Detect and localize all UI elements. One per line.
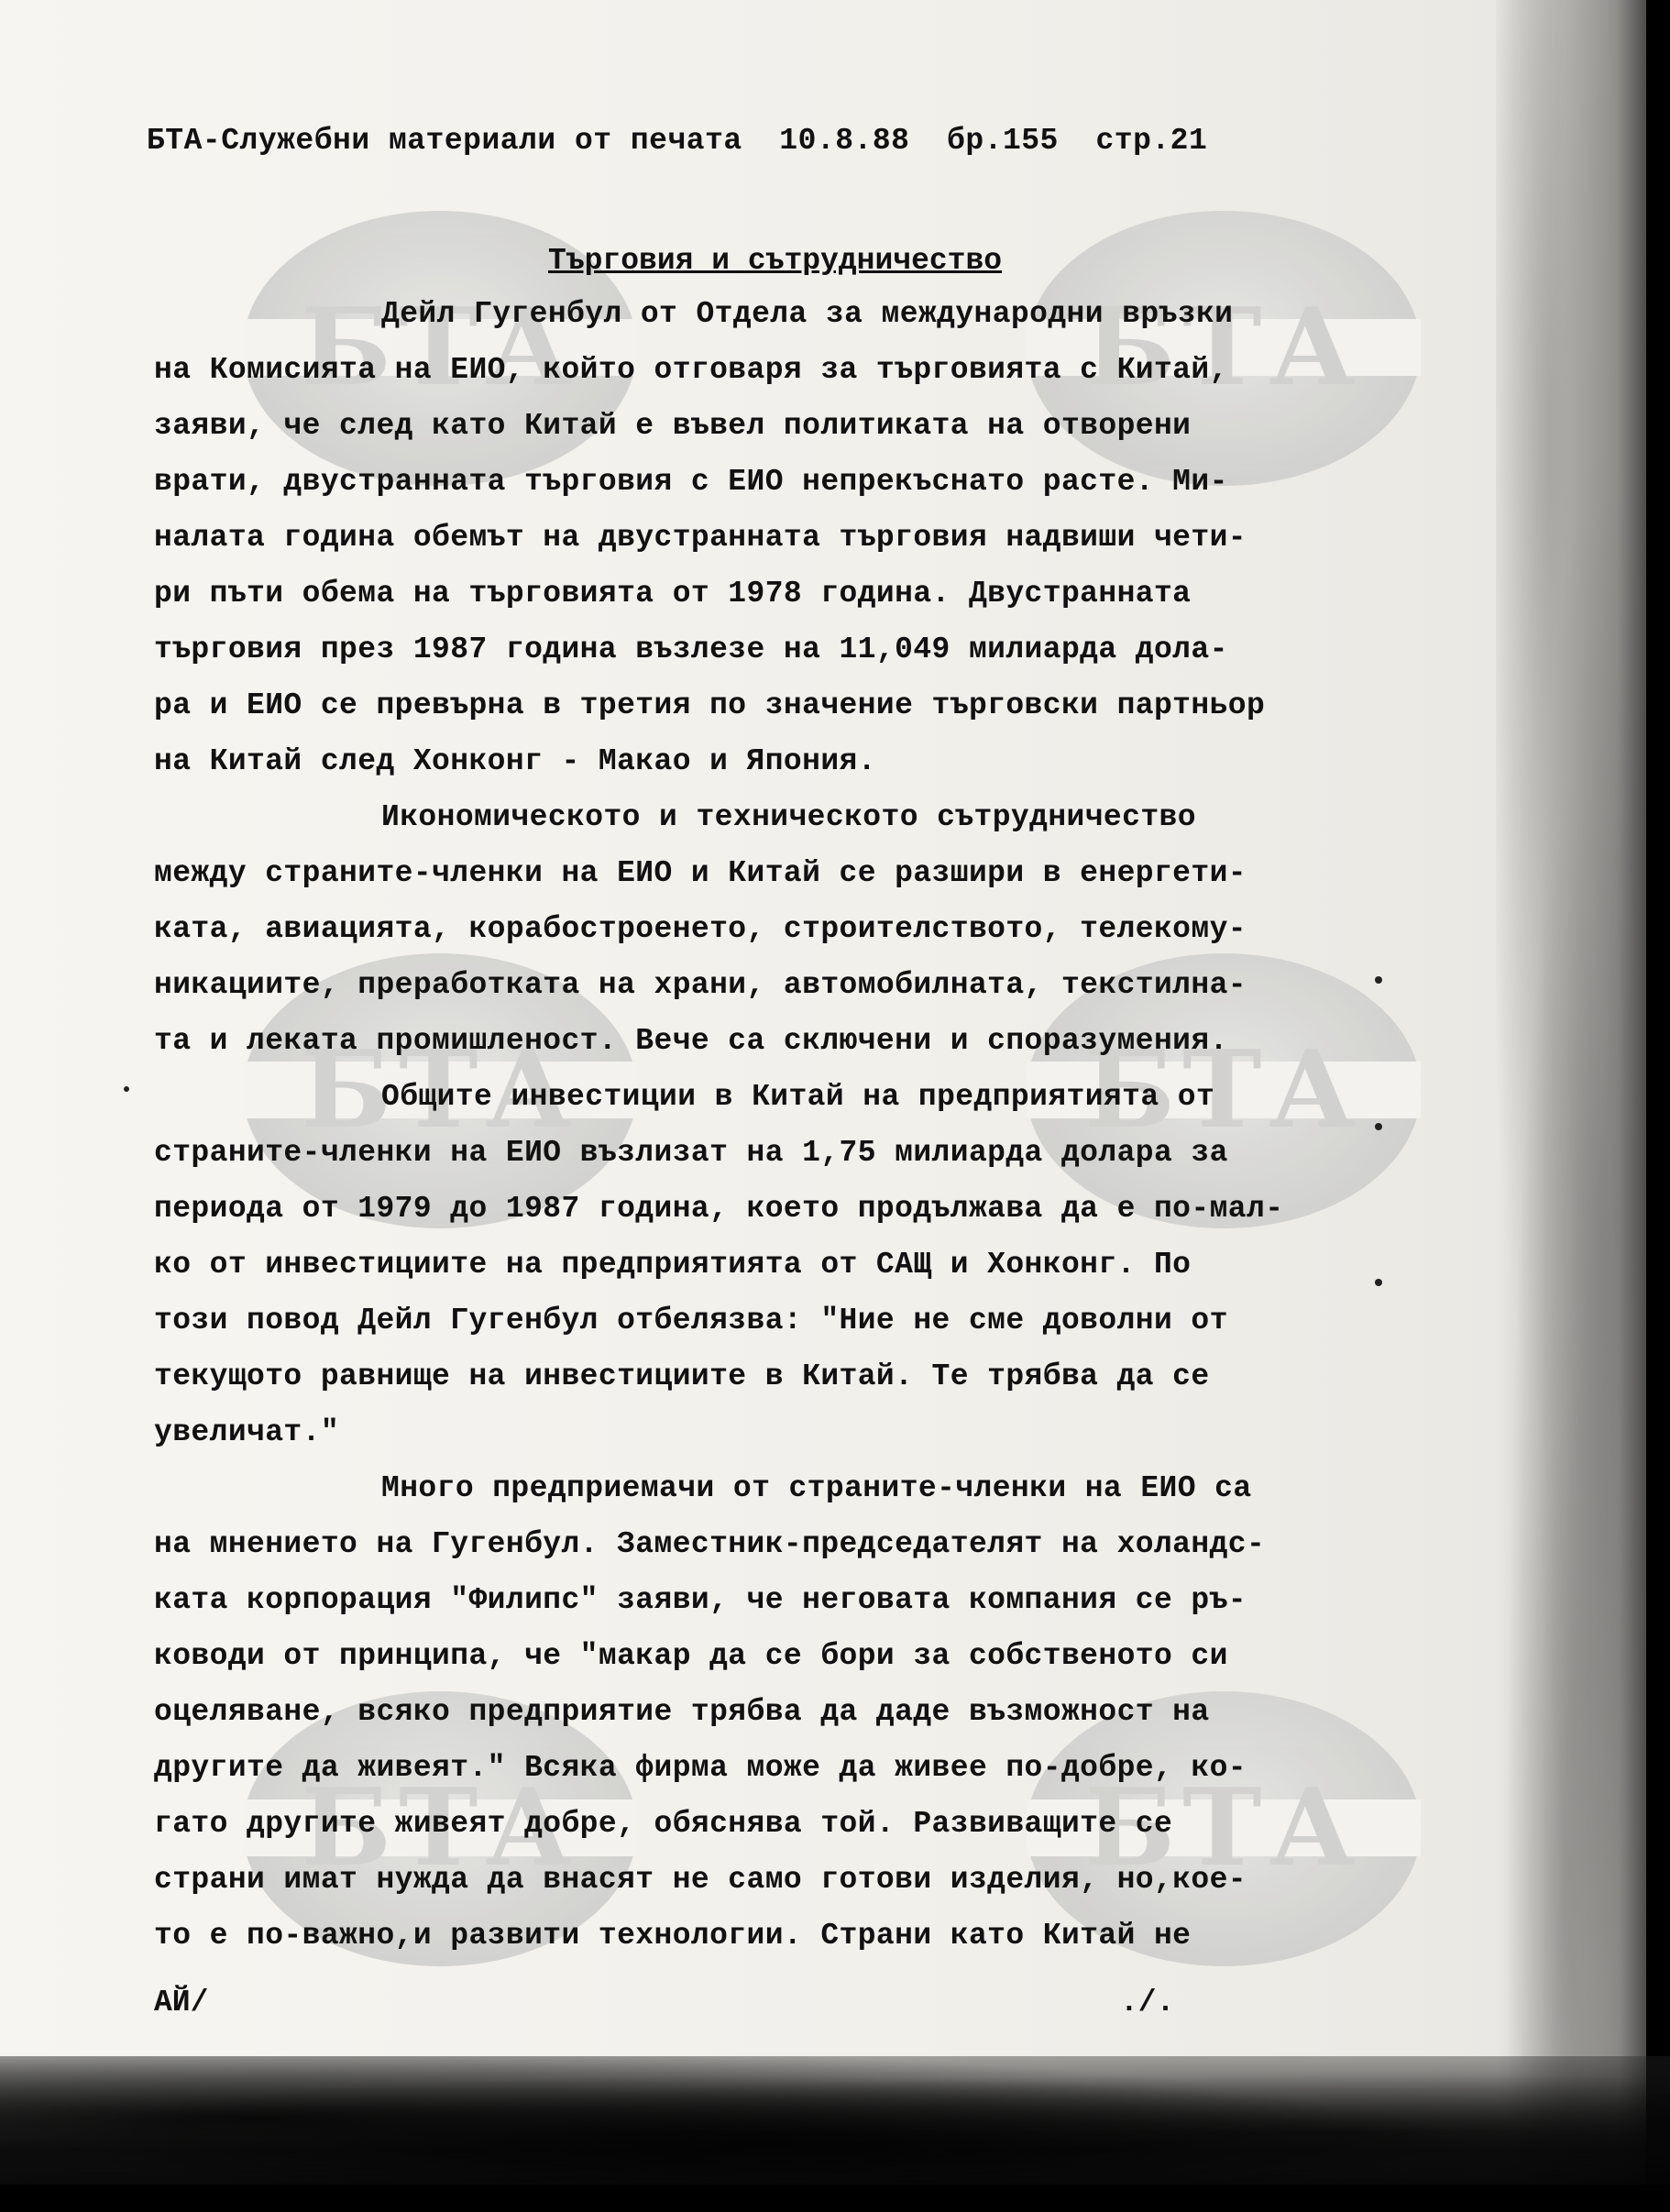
text-line: периода от 1979 до 1987 година, което продължава да е по-мал- [154,1192,1284,1226]
text-line: ката корпорация "Филипс" заяви, че неговата компания се ръ- [154,1583,1247,1617]
text-line: оцеляване, всяко предприятие трябва да даде възможност на [154,1695,1210,1729]
text-line: страните-членки на ЕИО възлизат на 1,75 милиарда долара за [154,1136,1228,1170]
text-line: та и леката промишленост. Вече са сключени и споразумения. [154,1024,1228,1058]
text-line: ката, авиацията, корабостроенето, строителството, телекому- [154,912,1247,946]
scan-speck [124,1086,129,1092]
scan-speck [1375,1279,1382,1286]
text-line: увеличат." [154,1415,340,1449]
text-line: на мнението на Гугенбул. Заместник-председателят на холандс- [154,1527,1266,1561]
bta-watermark-text: БТА [1084,285,1363,410]
scan-edge-right [1646,0,1670,2212]
text-line: този повод Дейл Гугенбул отбелязва: "Ние не сме доволни от [154,1304,1228,1337]
bta-watermark-text: БТА [1084,1028,1363,1152]
scan-speck [1375,976,1382,984]
text-line: ра и ЕИО се превърна в третия по значение търговски партньор [154,688,1266,722]
bta-watermark-text: БТА [301,285,579,410]
scan-speck [1375,1123,1382,1130]
text-line: на Комисията на ЕИО, който отговаря за търговията с Китай, [154,353,1228,387]
text-line: заяви, че след като Китай е въвел политиката на отворени [154,409,1192,443]
bta-watermark-text: БТА [1084,1766,1363,1890]
text-line: на Китай след Хонконг - Макао и Япония. [154,744,876,778]
text-line: текущото равнище на инвестициите в Китай. Те трябва да се [154,1359,1210,1393]
text-line: ководи от принципа, че "макар да се бори за собственото си [154,1639,1228,1673]
author-initials: АЙ/ [154,1986,209,2019]
text-line: ко от инвестициите на предприятията от САЩ и Хонконг. По [154,1248,1192,1282]
text-line: никациите, преработката на храни, автомобилната, текстилна- [154,968,1247,1002]
text-line: гато другите живеят добре, обяснява той. Развиващите се [154,1807,1173,1841]
scan-edge-bottom [0,2184,1670,2212]
text-line: между страните-членки на ЕИО и Китай се разшири в енергети- [154,856,1247,890]
text-line: налата година обемът на двустранната търговия надвиши чети- [154,521,1247,555]
text-line: ри пъти обема на търговията от 1978 година. Двустранната [154,577,1192,611]
bta-watermark-text: БТА [301,1766,579,1890]
text-line: страни имат нужда да внасят не само готови изделия, но,кое- [154,1863,1247,1897]
text-line: врати, двустранната търговия с ЕИО непрекъснато расте. Ми- [154,465,1228,499]
text-line: Много предприемачи от страните-членки на ЕИО са [381,1471,1252,1505]
scan-shadow-right [1496,0,1670,2212]
text-line: Общите инвестиции в Китай на предприятията от [381,1080,1215,1114]
article-body [154,286,1309,1964]
text-line: Дейл Гугенбул от Отдела за международни връзки [381,297,1234,331]
bta-watermark-text: БТА [301,1028,579,1152]
text-line: то е по-важно,и развити технологии. Страни като Китай не [154,1919,1192,1953]
text-line: търговия през 1987 година възлезе на 11,049 милиарда дола- [154,633,1228,666]
document-header: БТА-Служебни материали от печата 10.8.88 бр.155 стр.21 [147,124,1208,158]
article-title: Търговия и сътрудничество [548,244,1003,278]
continuation-mark: ./. [1120,1986,1175,2019]
text-line: другите да живеят." Всяка фирма може да живее по-добре, ко- [154,1751,1247,1785]
text-line: Икономическото и техническото сътрудничество [381,800,1196,834]
